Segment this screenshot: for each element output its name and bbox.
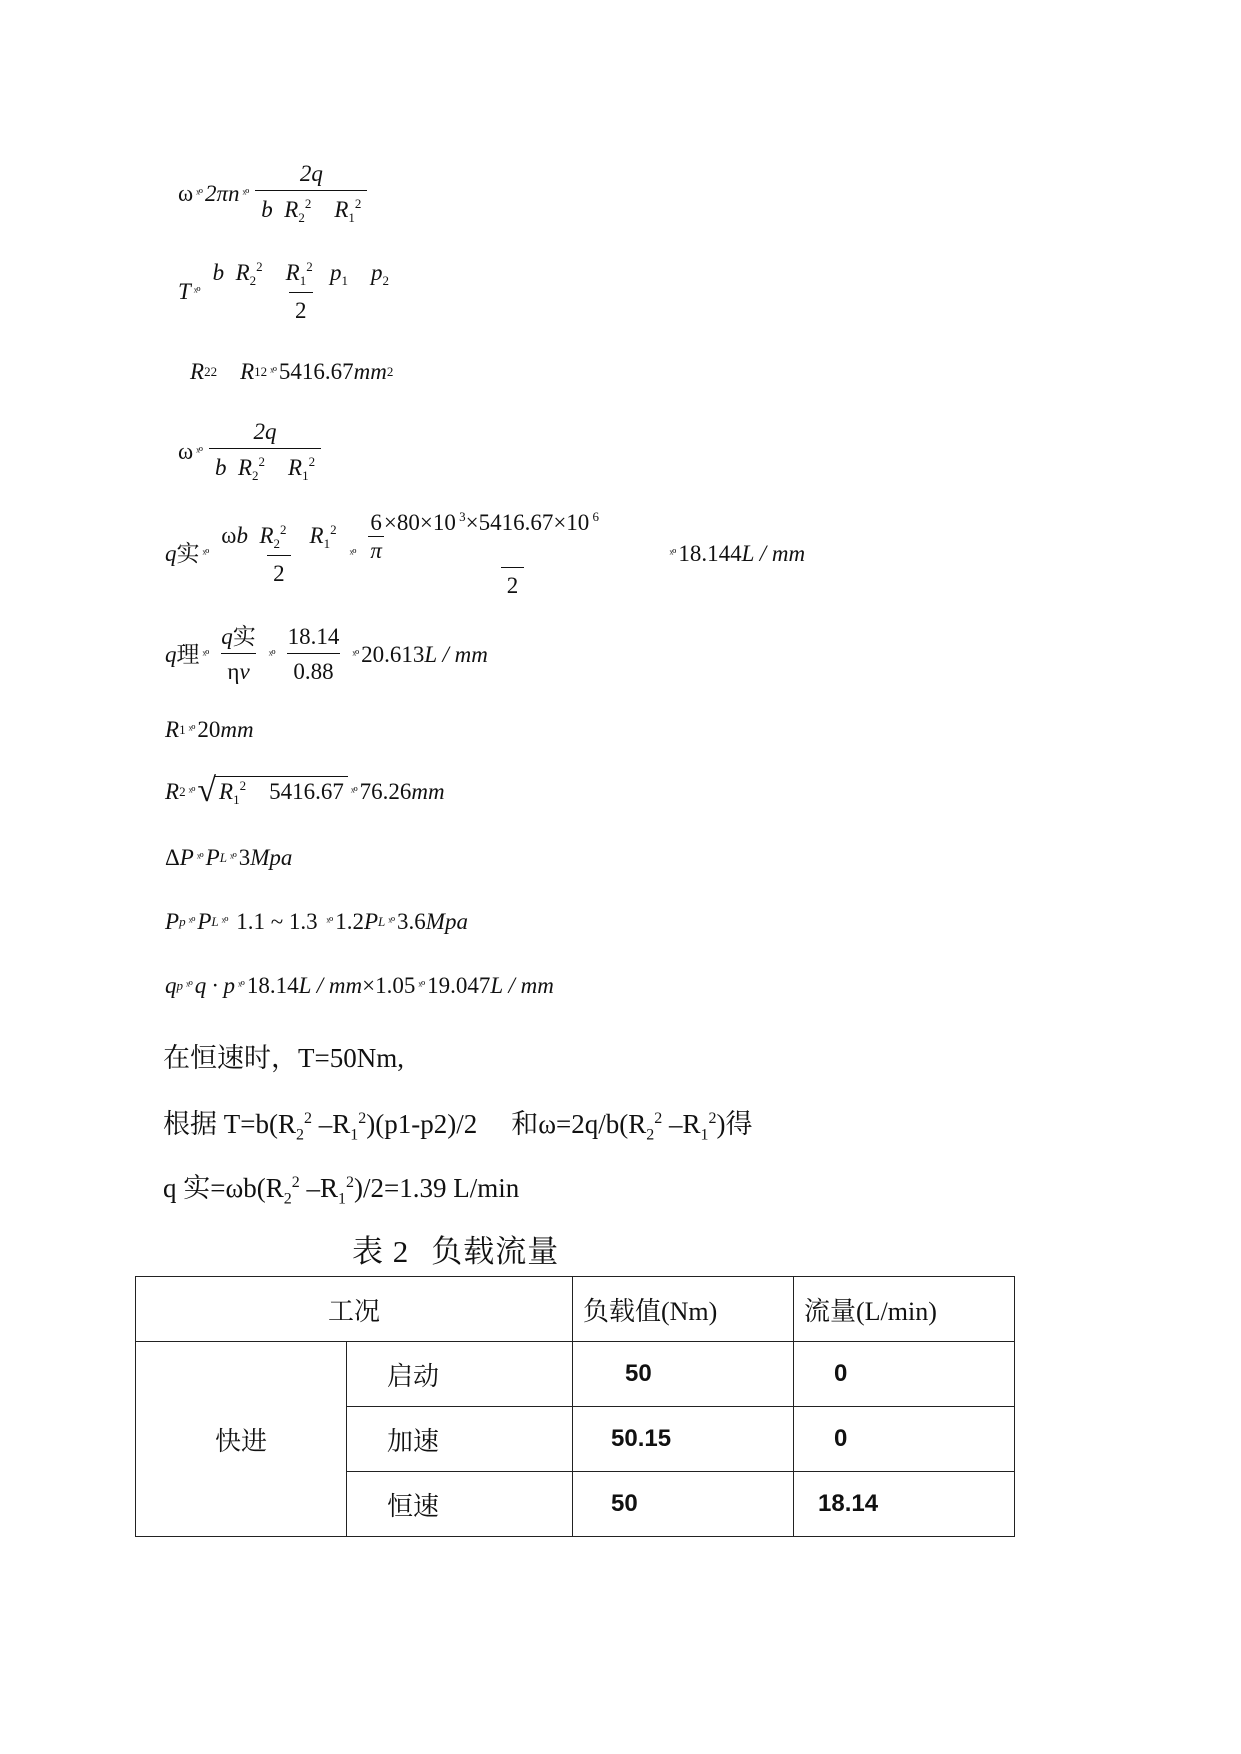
table-title: 负载流量 [431,1234,560,1269]
subscript: 1 [350,1126,359,1144]
text-run: –R [662,1109,701,1139]
group-cell: 快进 [136,1342,347,1537]
stage-cell: 启动 [347,1342,573,1407]
text-run: 和ω=2q/b(R [511,1109,647,1139]
superscript: 2 [346,1174,355,1191]
flow-cell: 18.14 [794,1472,1015,1537]
equation-theoretical-flow: q 理 ˣº $\frac{\text{q实}}{\eta v}$ ˣº $\frac{18.14}{0.88}$ ˣº 20.613 L / mm [165,624,488,684]
load-flow-table [135,1276,1015,1537]
header-condition: 工况 [136,1277,573,1342]
text-run: )得 [716,1109,753,1139]
table-row [136,1342,1015,1407]
subscript: 1 [338,1190,347,1208]
paragraph-formula-basis [163,1102,752,1144]
subscript: 2 [646,1126,655,1144]
stage-cell: 恒速 [347,1472,573,1537]
equation-omega: ω ˣº $\frac{2q}{b R_2^2 R_1^2}$ [178,420,325,482]
text-run: 根据 T=b(R [163,1109,296,1139]
superscript: 2 [303,1110,312,1127]
text-run: )(p1-p2)/2 [366,1109,478,1139]
subscript: 2 [295,1126,304,1144]
table-header-row [136,1277,1015,1342]
text-run: –R [299,1173,339,1203]
header-flow: 流量(L/min) [794,1277,1015,1342]
superscript: 2 [358,1110,367,1127]
paragraph-actual-flow-result [163,1166,519,1208]
equation-actual-flow: q 实 ˣº $\frac{\omega b R_2^2 R_1^2}{2}$ ˣº $\frac{6}{\pi}$ ×80×10 $^3$×5416.67×10 $^6$ 2 ˣº 18.144 L / mm [165,509,806,598]
equation-delta-p: Δ P ˣº P L ˣº 3 Mpa [165,845,293,870]
load-cell: 50 [573,1472,794,1537]
equation-r1: R 1 ˣº 20 mm [165,717,254,742]
stage-cell: 加速 [347,1407,573,1472]
table-number: 表 2 [352,1234,410,1269]
superscript: 2 [708,1110,717,1127]
paragraph-text: 在恒速时，T=50Nm, [163,1043,404,1073]
text-run: q 实=ωb(R [163,1173,284,1203]
equation-omega-definition: ω ˣº 2πn ˣº $\frac{2q}{b R_2^2 R_1^2}$ [178,162,371,224]
flow-cell: 0 [794,1407,1015,1472]
flow-cell: 0 [794,1342,1015,1407]
subscript: 1 [700,1126,709,1144]
equation-pump-pressure: P p ˣº P L ˣº 1.1 ~ 1.3 ˣº 1.2 P L ˣº 3.6 Mpa [165,909,468,934]
load-cell: 50 [573,1342,794,1407]
superscript: 2 [654,1110,663,1127]
text-run: –R [311,1109,351,1139]
equation-torque: T ˣº $\frac{b R_2^2 R_1^2 p_1 p_2}{2}$ [178,259,389,323]
load-cell: 50.15 [573,1407,794,1472]
subscript: 2 [283,1190,292,1208]
superscript: 2 [291,1174,300,1191]
paragraph-constant-speed [163,1036,404,1075]
equation-r2: R 2 ˣº √ $R_1^2$ 5416.67 ˣº 76.26 mm [165,772,445,809]
header-load: 负载值(Nm) [573,1277,794,1342]
equation-pump-flow: q p ˣº q · p ˣº 18.14 L / mm ×1.05 ˣº 19.047 L / mm [165,973,554,998]
text-run: )/2=1.39 L/min [354,1173,520,1203]
table-caption [352,1226,581,1271]
equation-area-value: R 2 2 R 1 2 ˣº 5416.67 mm 2 [190,359,394,384]
